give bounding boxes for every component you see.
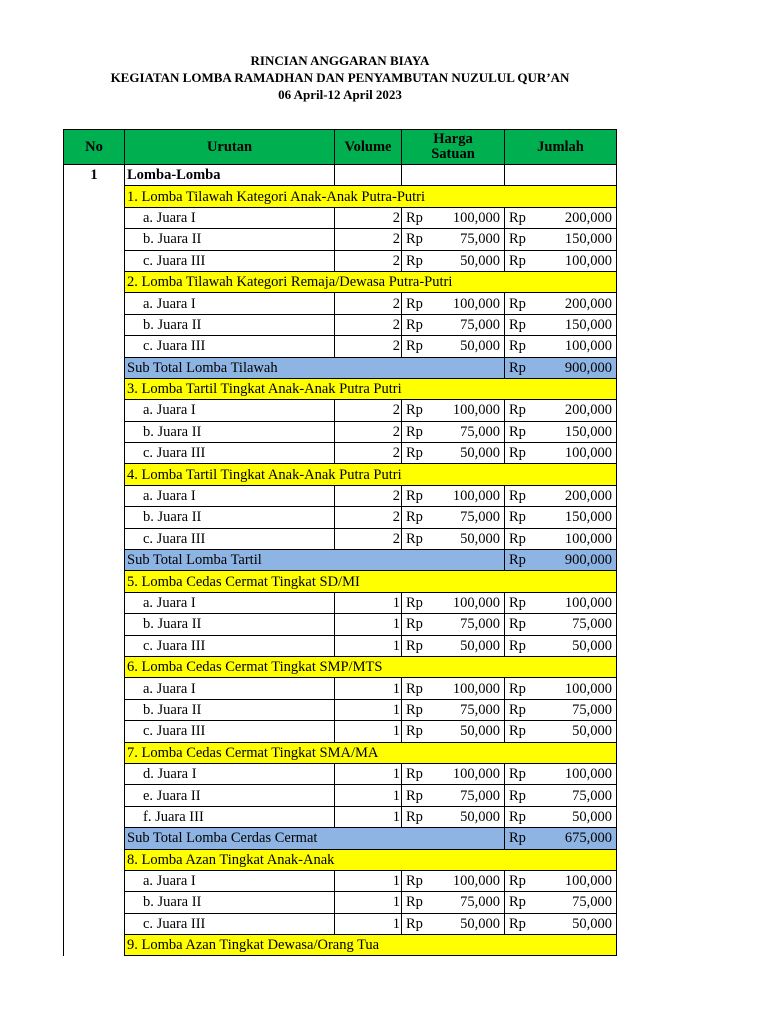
unit-price-currency: Rp xyxy=(402,721,436,742)
item-label: c. Juara III xyxy=(125,250,335,271)
no-column-cell xyxy=(64,828,125,849)
item-label: a. Juara I xyxy=(125,485,335,506)
total-amount: 150,000 xyxy=(535,314,617,335)
unit-price-currency: Rp xyxy=(402,892,436,913)
total-currency: Rp xyxy=(505,485,535,506)
section-row xyxy=(64,656,617,677)
item-volume: 2 xyxy=(335,336,402,357)
unit-price-currency: Rp xyxy=(402,314,436,335)
group-label: Lomba-Lomba xyxy=(125,165,335,186)
item-label: b. Juara II xyxy=(125,507,335,528)
no-column-cell xyxy=(64,571,125,592)
unit-price-amount: 75,000 xyxy=(436,314,505,335)
no-column-cell xyxy=(64,229,125,250)
section-title: 8. Lomba Azan Tingkat Anak-Anak xyxy=(125,849,617,870)
total-currency: Rp xyxy=(505,699,535,720)
item-label: c. Juara III xyxy=(125,528,335,549)
item-volume: 2 xyxy=(335,400,402,421)
unit-price-currency: Rp xyxy=(402,806,436,827)
item-volume: 1 xyxy=(335,721,402,742)
subtotal-label: Sub Total Lomba Tartil xyxy=(125,550,505,571)
item-volume: 1 xyxy=(335,806,402,827)
section-row xyxy=(64,849,617,870)
subtotal-currency: Rp xyxy=(505,828,535,849)
subtotal-amount: 675,000 xyxy=(535,828,617,849)
total-amount: 200,000 xyxy=(535,485,617,506)
no-column-cell xyxy=(64,935,125,956)
section-title: 4. Lomba Tartil Tingkat Anak-Anak Putra Putri xyxy=(125,464,617,485)
total-amount: 100,000 xyxy=(535,443,617,464)
section-title: 3. Lomba Tartil Tingkat Anak-Anak Putra Putri xyxy=(125,378,617,399)
table-row xyxy=(64,250,617,271)
unit-price-currency: Rp xyxy=(402,485,436,506)
no-column-cell xyxy=(64,336,125,357)
no-column-cell xyxy=(64,742,125,763)
total-amount: 100,000 xyxy=(535,678,617,699)
total-amount: 75,000 xyxy=(535,892,617,913)
table-row xyxy=(64,892,617,913)
document-title: RINCIAN ANGGARAN BIAYA xyxy=(250,53,430,68)
item-volume: 2 xyxy=(335,207,402,228)
no-column-cell xyxy=(64,443,125,464)
table-header-row xyxy=(64,130,617,165)
table-row xyxy=(64,721,617,742)
unit-price-amount: 75,000 xyxy=(436,507,505,528)
no-column-cell xyxy=(64,250,125,271)
no-column-cell xyxy=(64,721,125,742)
total-currency: Rp xyxy=(505,614,535,635)
item-label: a. Juara I xyxy=(125,592,335,613)
item-volume: 2 xyxy=(335,485,402,506)
subtotal-currency: Rp xyxy=(505,550,535,571)
total-amount: 200,000 xyxy=(535,400,617,421)
total-currency: Rp xyxy=(505,635,535,656)
no-column-cell xyxy=(64,849,125,870)
total-amount: 100,000 xyxy=(535,528,617,549)
total-currency: Rp xyxy=(505,229,535,250)
no-column-cell xyxy=(64,271,125,292)
table-row xyxy=(64,400,617,421)
total-currency: Rp xyxy=(505,314,535,335)
no-column-cell xyxy=(64,464,125,485)
item-volume: 1 xyxy=(335,614,402,635)
unit-price-amount: 100,000 xyxy=(436,293,505,314)
total-amount: 100,000 xyxy=(535,250,617,271)
item-volume: 2 xyxy=(335,229,402,250)
unit-price-currency: Rp xyxy=(402,635,436,656)
item-volume: 1 xyxy=(335,635,402,656)
total-amount: 50,000 xyxy=(535,806,617,827)
section-row xyxy=(64,271,617,292)
unit-price-amount: 50,000 xyxy=(436,250,505,271)
unit-price-currency: Rp xyxy=(402,400,436,421)
item-label: a. Juara I xyxy=(125,207,335,228)
item-label: b. Juara II xyxy=(125,314,335,335)
item-volume: 2 xyxy=(335,250,402,271)
no-column-cell xyxy=(64,635,125,656)
item-volume: 1 xyxy=(335,763,402,784)
unit-price-amount: 50,000 xyxy=(436,806,505,827)
no-column-cell xyxy=(64,293,125,314)
item-label: a. Juara I xyxy=(125,678,335,699)
unit-price-amount: 100,000 xyxy=(436,763,505,784)
total-currency: Rp xyxy=(505,507,535,528)
item-volume: 2 xyxy=(335,443,402,464)
section-row xyxy=(64,378,617,399)
unit-price-amount: 75,000 xyxy=(436,614,505,635)
unit-price-currency: Rp xyxy=(402,528,436,549)
total-currency: Rp xyxy=(505,892,535,913)
item-label: b. Juara II xyxy=(125,421,335,442)
item-label: a. Juara I xyxy=(125,400,335,421)
unit-price-amount: 100,000 xyxy=(436,207,505,228)
unit-price-currency: Rp xyxy=(402,229,436,250)
unit-price-amount: 50,000 xyxy=(436,528,505,549)
unit-price-currency: Rp xyxy=(402,443,436,464)
document-subtitle: KEGIATAN LOMBA RAMADHAN DAN PENYAMBUTAN NUZULUL QUR’AN xyxy=(110,70,570,85)
column-header-volume: Volume xyxy=(335,130,402,165)
no-column-cell xyxy=(64,550,125,571)
item-volume: 1 xyxy=(335,892,402,913)
item-label: c. Juara III xyxy=(125,443,335,464)
unit-price-amount: 50,000 xyxy=(436,443,505,464)
subtotal-amount: 900,000 xyxy=(535,357,617,378)
item-label: b. Juara II xyxy=(125,699,335,720)
total-amount: 150,000 xyxy=(535,507,617,528)
section-row xyxy=(64,571,617,592)
total-currency: Rp xyxy=(505,528,535,549)
item-label: b. Juara II xyxy=(125,892,335,913)
no-column-cell xyxy=(64,485,125,506)
item-label: c. Juara III xyxy=(125,721,335,742)
total-amount: 100,000 xyxy=(535,763,617,784)
item-label: c. Juara III xyxy=(125,913,335,934)
column-header-urutan: Urutan xyxy=(125,130,335,165)
item-volume: 2 xyxy=(335,293,402,314)
no-column-cell xyxy=(64,870,125,891)
item-label: a. Juara I xyxy=(125,293,335,314)
table-row xyxy=(64,678,617,699)
no-column-cell xyxy=(64,400,125,421)
section-row xyxy=(64,186,617,207)
total-currency: Rp xyxy=(505,443,535,464)
unit-price-currency: Rp xyxy=(402,913,436,934)
item-label: f. Juara III xyxy=(125,806,335,827)
item-label: a. Juara I xyxy=(125,870,335,891)
group-row xyxy=(64,165,617,186)
unit-price-currency: Rp xyxy=(402,785,436,806)
unit-price-amount: 75,000 xyxy=(436,699,505,720)
unit-price-amount: 75,000 xyxy=(436,892,505,913)
unit-price-amount: 100,000 xyxy=(436,592,505,613)
item-volume: 1 xyxy=(335,870,402,891)
table-row xyxy=(64,870,617,891)
unit-price-currency: Rp xyxy=(402,250,436,271)
total-amount: 100,000 xyxy=(535,592,617,613)
table-row xyxy=(64,528,617,549)
no-column-cell xyxy=(64,528,125,549)
section-row xyxy=(64,935,617,956)
no-column-cell xyxy=(64,314,125,335)
item-label: b. Juara II xyxy=(125,614,335,635)
total-amount: 75,000 xyxy=(535,785,617,806)
no-column-cell xyxy=(64,806,125,827)
total-currency: Rp xyxy=(505,421,535,442)
unit-price-currency: Rp xyxy=(402,207,436,228)
unit-price-amount: 50,000 xyxy=(436,913,505,934)
unit-price-amount: 100,000 xyxy=(436,485,505,506)
total-amount: 150,000 xyxy=(535,229,617,250)
group-volume-cell xyxy=(335,165,402,186)
table-row xyxy=(64,785,617,806)
total-currency: Rp xyxy=(505,913,535,934)
item-label: d. Juara I xyxy=(125,763,335,784)
unit-price-currency: Rp xyxy=(402,870,436,891)
item-volume: 1 xyxy=(335,678,402,699)
subtotal-currency: Rp xyxy=(505,357,535,378)
unit-price-currency: Rp xyxy=(402,699,436,720)
group-jumlah-cell xyxy=(505,165,617,186)
no-column-cell xyxy=(64,592,125,613)
unit-price-currency: Rp xyxy=(402,293,436,314)
section-title: 5. Lomba Cedas Cermat Tingkat SD/MI xyxy=(125,571,617,592)
table-row xyxy=(64,421,617,442)
item-volume: 1 xyxy=(335,785,402,806)
table-row xyxy=(64,806,617,827)
total-amount: 75,000 xyxy=(535,614,617,635)
unit-price-currency: Rp xyxy=(402,507,436,528)
item-volume: 1 xyxy=(335,592,402,613)
table-row xyxy=(64,336,617,357)
table-row xyxy=(64,614,617,635)
no-column-cell xyxy=(64,678,125,699)
total-currency: Rp xyxy=(505,293,535,314)
document-header xyxy=(0,52,680,103)
item-label: c. Juara III xyxy=(125,336,335,357)
subtotal-row xyxy=(64,828,617,849)
no-column-cell xyxy=(64,763,125,784)
no-column-cell xyxy=(64,378,125,399)
total-currency: Rp xyxy=(505,721,535,742)
unit-price-amount: 50,000 xyxy=(436,635,505,656)
table-row xyxy=(64,507,617,528)
item-volume: 2 xyxy=(335,421,402,442)
no-column-cell xyxy=(64,186,125,207)
table-row xyxy=(64,913,617,934)
total-currency: Rp xyxy=(505,250,535,271)
total-currency: Rp xyxy=(505,336,535,357)
total-currency: Rp xyxy=(505,763,535,784)
item-volume: 2 xyxy=(335,314,402,335)
section-title: 6. Lomba Cedas Cermat Tingkat SMP/MTS xyxy=(125,656,617,677)
section-title: 7. Lomba Cedas Cermat Tingkat SMA/MA xyxy=(125,742,617,763)
unit-price-amount: 100,000 xyxy=(436,400,505,421)
total-amount: 75,000 xyxy=(535,699,617,720)
total-currency: Rp xyxy=(505,806,535,827)
unit-price-currency: Rp xyxy=(402,763,436,784)
no-column-cell xyxy=(64,507,125,528)
column-header-jumlah: Jumlah xyxy=(505,130,617,165)
section-title: 1. Lomba Tilawah Kategori Anak-Anak Putra-Putri xyxy=(125,186,617,207)
no-column-cell xyxy=(64,421,125,442)
budget-table-container xyxy=(63,129,616,956)
unit-price-currency: Rp xyxy=(402,614,436,635)
item-volume: 1 xyxy=(335,699,402,720)
table-row xyxy=(64,592,617,613)
table-row xyxy=(64,485,617,506)
total-amount: 50,000 xyxy=(535,913,617,934)
total-currency: Rp xyxy=(505,678,535,699)
total-amount: 50,000 xyxy=(535,721,617,742)
section-title: 2. Lomba Tilawah Kategori Remaja/Dewasa Putra-Putri xyxy=(125,271,617,292)
table-body xyxy=(64,165,617,956)
total-amount: 200,000 xyxy=(535,293,617,314)
unit-price-currency: Rp xyxy=(402,678,436,699)
total-amount: 150,000 xyxy=(535,421,617,442)
item-volume: 2 xyxy=(335,507,402,528)
column-header-harga-satuan: Harga Satuan xyxy=(402,130,505,165)
unit-price-amount: 75,000 xyxy=(436,785,505,806)
item-volume: 1 xyxy=(335,913,402,934)
no-column-cell xyxy=(64,785,125,806)
subtotal-amount: 900,000 xyxy=(535,550,617,571)
no-column-cell xyxy=(64,699,125,720)
unit-price-amount: 100,000 xyxy=(436,870,505,891)
group-harga-cell xyxy=(402,165,505,186)
section-title: 9. Lomba Azan Tingkat Dewasa/Orang Tua xyxy=(125,935,617,956)
no-column-cell xyxy=(64,207,125,228)
section-row xyxy=(64,464,617,485)
table-row xyxy=(64,635,617,656)
table-row xyxy=(64,207,617,228)
table-row xyxy=(64,763,617,784)
total-currency: Rp xyxy=(505,207,535,228)
table-row xyxy=(64,293,617,314)
no-column-cell xyxy=(64,656,125,677)
total-currency: Rp xyxy=(505,400,535,421)
unit-price-amount: 75,000 xyxy=(436,229,505,250)
item-label: e. Juara II xyxy=(125,785,335,806)
document-date: 06 April-12 April 2023 xyxy=(278,87,402,102)
item-label: b. Juara II xyxy=(125,229,335,250)
total-currency: Rp xyxy=(505,870,535,891)
group-number: 1 xyxy=(64,165,125,186)
total-amount: 100,000 xyxy=(535,336,617,357)
no-column-cell xyxy=(64,357,125,378)
total-amount: 100,000 xyxy=(535,870,617,891)
unit-price-amount: 50,000 xyxy=(436,336,505,357)
unit-price-amount: 50,000 xyxy=(436,721,505,742)
item-label: c. Juara III xyxy=(125,635,335,656)
budget-table xyxy=(63,129,617,956)
total-amount: 200,000 xyxy=(535,207,617,228)
table-row xyxy=(64,314,617,335)
subtotal-row xyxy=(64,550,617,571)
unit-price-amount: 100,000 xyxy=(436,678,505,699)
no-column-cell xyxy=(64,892,125,913)
total-currency: Rp xyxy=(505,785,535,806)
section-row xyxy=(64,742,617,763)
table-row xyxy=(64,229,617,250)
item-volume: 2 xyxy=(335,528,402,549)
unit-price-currency: Rp xyxy=(402,421,436,442)
table-row xyxy=(64,443,617,464)
unit-price-amount: 75,000 xyxy=(436,421,505,442)
total-amount: 50,000 xyxy=(535,635,617,656)
column-header-no: No xyxy=(64,130,125,165)
no-column-cell xyxy=(64,614,125,635)
subtotal-label: Sub Total Lomba Tilawah xyxy=(125,357,505,378)
unit-price-currency: Rp xyxy=(402,592,436,613)
total-currency: Rp xyxy=(505,592,535,613)
unit-price-currency: Rp xyxy=(402,336,436,357)
table-row xyxy=(64,699,617,720)
subtotal-row xyxy=(64,357,617,378)
subtotal-label: Sub Total Lomba Cerdas Cermat xyxy=(125,828,505,849)
no-column-cell xyxy=(64,913,125,934)
